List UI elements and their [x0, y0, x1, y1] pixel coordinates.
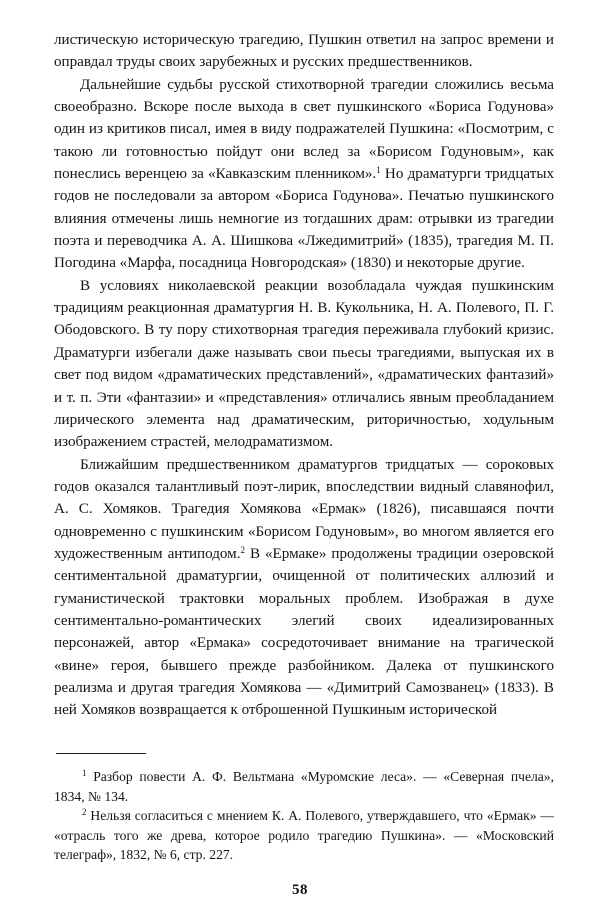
paragraph-3: [54, 275, 554, 454]
footnote-divider: [56, 753, 146, 754]
footnote-1-marker: 1: [82, 768, 87, 778]
paragraph-4: [54, 454, 554, 722]
footnote-2-text: Нельзя согласиться с мнением К. А. Полевого, утверждавшего, что «Ермак» — «отрасль того же древа, которое родило трагедию Пушкина». — «Московский телеграф», 1832, № 6, стр. 227.: [54, 808, 554, 863]
paragraph-2: [54, 74, 554, 275]
paragraph-4-text: Ближайшим предшественником драматургов тридцатых — сороковых годов оказался талантливый поэт-лирик, впоследствии видный славянофил, А. С. Хомяков. Трагедия Хомякова «Ермак» (1826), писавшаяся почти одновременно с пушкинским «Борисом Годуновым», во многом является его художественным антиподом.: [54, 456, 554, 562]
footnote-2: [54, 806, 554, 865]
page-number: 58: [292, 882, 308, 898]
paragraph-4-continuation: В «Ермаке» продолжены традиции озеровской сентиментальной драматургии, очищенной от политических аллюзий и гуманистической трактовки моральных проблем. Изображая в духе сентиментально-романтических элегий своих идеализированных персонажей, автор «Ермака» сосредоточивает внимание на трагической «вине» героя, бывшего прежде разбойником. Далека от пушкинского реализма и другая трагедия Хомякова — «Димитрий Самозванец» (1833). В ней Хомяков возвращается к отброшенной Пушкиным исторической: [54, 545, 555, 719]
footnote-ref-1: 1: [376, 165, 381, 176]
footnotes: [54, 767, 554, 865]
paragraph-3-text: В условиях николаевской реакции возобладала чуждая пушкинским традициям реакционная драматургия Н. В. Кукольника, Н. А. Полевого, П. Г. Ободовского. В ту пору стихотворная трагедия переживала глубокий кризис. Драматурги избегали даже называть свои пьесы трагедиями, выпуская их в свет под видом «драматических представлений», «драматических фантазий» и т. п. Эти «фантазии» и «представления» отличались явным преобладанием лирического элемента над драматическим, риторичностью, ходульным изображением страстей, мелодраматизмом.: [54, 277, 554, 451]
paragraph-1: [54, 29, 554, 74]
main-text: [54, 29, 554, 722]
paragraph-2-text: Дальнейшие судьбы русской стихотворной трагедии сложились весьма своеобразно. Вскоре после выхода в свет пушкинского «Бориса Годунова» один из критиков писал, имея в виду подражателей Пушкина: «Посмотрим, с такою ли готовностью пойдут они вслед за «Борисом Годуновым», как понеслись веренцею за «Кавказским пленником».: [54, 76, 554, 183]
footnote-2-marker: 2: [82, 807, 87, 818]
footnote-1-text: Разбор повести А. Ф. Вельтмана «Муромские леса». — «Северная пчела», 1834, № 134.: [54, 769, 554, 804]
paragraph-2-continuation: Но драматурги тридцатых годов не последовали за автором «Бориса Годунова». Печатью пушкинского влияния отмечены лишь немногие из тогдашних драм: отрывки из трагедии поэта и переводчика А. А. Шишкова «Лжедимитрий» (1835), трагедия М. П. Погодина «Марфа, посадница Новгородская» (1830) и некоторые другие.: [54, 166, 555, 272]
footnote-1: [54, 767, 554, 806]
footnote-ref-2: 2: [240, 544, 245, 555]
paragraph-1-text: листическую историческую трагедию, Пушкин ответил на запрос времени и оправдал труды своих зарубежных и русских предшественников.: [54, 32, 554, 71]
